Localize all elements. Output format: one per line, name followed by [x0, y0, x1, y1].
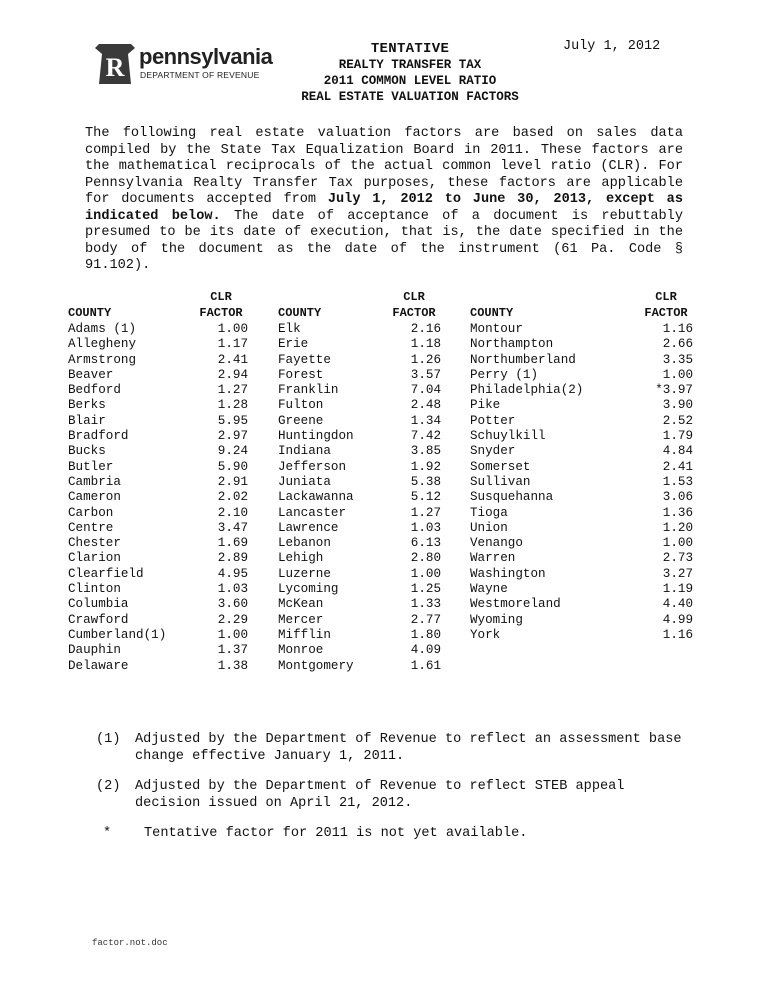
county-name: Bradford: [68, 429, 129, 444]
county-name: Bucks: [68, 444, 106, 459]
table-row: [278, 628, 441, 643]
table-row: [470, 322, 693, 337]
svg-text:R: R: [105, 53, 125, 82]
table-row: [278, 444, 441, 459]
clr-factor-value: 1.17: [217, 337, 248, 352]
clr-factor-value: 6.13: [410, 536, 441, 551]
table-row: [470, 444, 693, 459]
table-row: [68, 582, 248, 597]
logo-brand: pennsylvania: [139, 44, 273, 69]
footnote-2: [96, 779, 696, 812]
table-row: [470, 551, 693, 566]
table-row: [278, 582, 441, 597]
factor-column-2: [278, 290, 441, 674]
table-row: [278, 322, 441, 337]
table-row: [278, 414, 441, 429]
clr-factor-value: 1.25: [410, 582, 441, 597]
footnote-text: Adjusted by the Department of Revenue to reflect an assessment base change effective January 1, 2011.: [135, 732, 682, 764]
county-name: Wyoming: [470, 612, 523, 627]
county-name: Clearfield: [68, 566, 144, 581]
clr-factor-value: 2.97: [217, 429, 248, 444]
footnotes: [96, 732, 696, 857]
clr-factor-value: 1.20: [662, 520, 693, 535]
county-name: Adams (1): [68, 322, 137, 336]
clr-factor-value: 2.89: [217, 551, 248, 566]
county-name: Montour: [470, 322, 523, 336]
table-row: [470, 506, 693, 521]
clr-factor-value: 3.35: [662, 352, 693, 367]
county-name: Venango: [470, 536, 523, 551]
table-row: [470, 383, 693, 398]
table-row: [278, 398, 441, 413]
table-row: [68, 414, 248, 429]
county-name: Franklin: [278, 383, 339, 398]
county-name: Warren: [470, 551, 516, 566]
table-row: [68, 506, 248, 521]
clr-factor-value: 7.04: [410, 383, 441, 398]
clr-factor-value: 5.12: [410, 490, 441, 505]
clr-factor-value: 4.95: [217, 566, 248, 581]
factor-header: FACTOR: [199, 306, 243, 320]
table-row: [278, 643, 441, 658]
subtitle-3: REAL ESTATE VALUATION FACTORS: [301, 90, 519, 104]
county-name: York: [470, 627, 501, 642]
clr-factor-value: 4.09: [410, 643, 441, 658]
table-row: [278, 460, 441, 475]
table-row: [470, 398, 693, 413]
table-row: [278, 551, 441, 566]
clr-factor-value: 4.99: [662, 612, 693, 627]
county-name: Columbia: [68, 597, 129, 612]
county-name: Butler: [68, 459, 114, 474]
clr-factor-value: 3.90: [662, 398, 693, 413]
county-name: Blair: [68, 413, 106, 428]
clr-factor-value: 2.10: [217, 505, 248, 520]
footnote-star: [96, 826, 696, 843]
county-name: Potter: [470, 413, 516, 428]
table-row: [470, 353, 693, 368]
clr-factor-value: 1.34: [410, 413, 441, 428]
clr-factor-value: 2.16: [410, 322, 441, 336]
clr-factor-value: 2.02: [217, 490, 248, 505]
clr-factor-value: 1.27: [410, 505, 441, 520]
document-date: July 1, 2012: [563, 39, 661, 54]
county-name: Huntingdon: [278, 429, 354, 444]
county-name: Cambria: [68, 474, 121, 489]
footnote-text: Tentative factor for 2011 is not yet available.: [144, 826, 528, 841]
clr-factor-value: 1.79: [662, 429, 693, 444]
subtitle-2: 2011 COMMON LEVEL RATIO: [323, 74, 497, 88]
county-name: Luzerne: [278, 566, 331, 581]
county-name: Armstrong: [68, 352, 137, 367]
county-header: COUNTY: [68, 306, 112, 320]
table-row: [68, 613, 248, 628]
table-row: [470, 460, 693, 475]
county-name: Sullivan: [470, 474, 531, 489]
intro-text-1: The following real estate valuation factors are based on sales data compiled by the State Tax Equalization Board in 2011. These factors are the mathematical reciprocals of the actual common level ratio (CLR). For Pennsylvania Realty Transfer Tax purposes, these factors are applicable for documents accepted from: [85, 126, 683, 207]
clr-factor-value: *3.97: [655, 383, 693, 398]
table-row: [470, 628, 693, 643]
table-row: [278, 613, 441, 628]
county-name: Monroe: [278, 643, 324, 658]
table-row: [68, 368, 248, 383]
table-row: [278, 490, 441, 505]
clr-factor-value: 9.24: [217, 444, 248, 459]
clr-factor-value: 1.16: [662, 627, 693, 642]
county-name: Jefferson: [278, 459, 347, 474]
county-name: Pike: [470, 398, 501, 413]
clr-factor-value: 5.95: [217, 413, 248, 428]
column-header: [470, 290, 693, 322]
county-name: Allegheny: [68, 337, 137, 352]
table-row: [68, 643, 248, 658]
county-name: Philadelphia(2): [470, 383, 584, 398]
county-name: McKean: [278, 597, 324, 612]
county-name: Wayne: [470, 582, 508, 597]
county-name: Berks: [68, 398, 106, 413]
county-name: Lancaster: [278, 505, 347, 520]
clr-factor-value: 1.27: [217, 383, 248, 398]
clr-factor-value: 1.69: [217, 536, 248, 551]
table-row: [68, 536, 248, 551]
clr-factor-value: 1.00: [410, 566, 441, 581]
clr-factor-value: 1.92: [410, 459, 441, 474]
table-row: [470, 597, 693, 612]
clr-factor-value: 1.26: [410, 352, 441, 367]
table-row: [68, 383, 248, 398]
clr-factor-value: 2.80: [410, 551, 441, 566]
clr-factor-value: 4.40: [662, 597, 693, 612]
county-name: Montgomery: [278, 658, 354, 673]
county-name: Tioga: [470, 505, 508, 520]
title: TENTATIVE: [370, 41, 450, 57]
factor-column-1: [68, 290, 248, 674]
table-row: [68, 460, 248, 475]
clr-factor-value: 2.94: [217, 367, 248, 382]
table-row: [278, 368, 441, 383]
county-name: Bedford: [68, 383, 121, 398]
clr-factor-value: 3.85: [410, 444, 441, 459]
county-name: Beaver: [68, 367, 114, 382]
clr-factor-value: 1.36: [662, 505, 693, 520]
clr-factor-value: 1.61: [410, 658, 441, 673]
table-row: [470, 582, 693, 597]
table-row: [68, 353, 248, 368]
factor-header: FACTOR: [392, 306, 436, 320]
clr-factor-value: 1.00: [217, 627, 248, 642]
table-row: [470, 475, 693, 490]
table-row: [278, 597, 441, 612]
county-name: Lawrence: [278, 520, 339, 535]
county-name: Delaware: [68, 658, 129, 673]
table-row: [68, 597, 248, 612]
county-name: Juniata: [278, 474, 331, 489]
clr-factor-value: 1.18: [410, 337, 441, 352]
county-name: Clarion: [68, 551, 121, 566]
logo-dept: DEPARTMENT OF REVENUE: [140, 70, 260, 80]
table-row: [470, 429, 693, 444]
clr-factor-value: 1.03: [410, 520, 441, 535]
clr-factor-value: 3.06: [662, 490, 693, 505]
county-name: Indiana: [278, 444, 331, 459]
county-name: Lycoming: [278, 582, 339, 597]
table-row: [470, 613, 693, 628]
table-row: [68, 475, 248, 490]
clr-factor-value: 7.42: [410, 429, 441, 444]
table-row: [470, 414, 693, 429]
table-row: [68, 322, 248, 337]
county-name: Centre: [68, 520, 114, 535]
intro-bold-text: July 1, 2012 to June 30, 2013, except as indicated below.: [85, 192, 683, 224]
clr-header: CLR: [403, 290, 425, 304]
table-row: [68, 398, 248, 413]
county-name: Mifflin: [278, 627, 331, 642]
county-name: Greene: [278, 413, 324, 428]
county-header: COUNTY: [470, 306, 514, 320]
county-name: Northumberland: [470, 352, 576, 367]
table-row: [470, 490, 693, 505]
county-name: Lebanon: [278, 536, 331, 551]
clr-factor-value: 2.41: [217, 352, 248, 367]
column-header: [278, 290, 441, 322]
clr-factor-value: 1.33: [410, 597, 441, 612]
county-name: Crawford: [68, 612, 129, 627]
county-name: Erie: [278, 337, 309, 352]
clr-factor-value: 1.37: [217, 643, 248, 658]
clr-factor-value: 1.03: [217, 582, 248, 597]
factor-column-3: [470, 290, 693, 643]
clr-factor-value: 2.73: [662, 551, 693, 566]
county-name: Somerset: [470, 459, 531, 474]
clr-factor-value: 1.00: [217, 322, 248, 336]
title-block: [230, 41, 590, 105]
county-name: Westmoreland: [470, 597, 561, 612]
clr-factor-value: 2.29: [217, 612, 248, 627]
clr-factor-value: 2.91: [217, 474, 248, 489]
county-name: Perry (1): [470, 367, 539, 382]
clr-factor-value: 5.90: [217, 459, 248, 474]
clr-factor-value: 2.66: [662, 337, 693, 352]
table-row: [278, 536, 441, 551]
clr-factor-value: 3.27: [662, 566, 693, 581]
table-row: [470, 337, 693, 352]
county-header: COUNTY: [278, 306, 322, 320]
table-row: [278, 521, 441, 536]
county-name: Union: [470, 520, 508, 535]
clr-factor-value: 3.60: [217, 597, 248, 612]
table-row: [470, 567, 693, 582]
clr-factor-value: 1.16: [662, 322, 693, 336]
county-name: Cumberland(1): [68, 627, 167, 642]
intro-text-2: The date of acceptance of a document is rebuttably presumed to be its date of execution, that is, the date specified in the body of the document as the date of the instrument (61 Pa. Code § 91.102).: [85, 208, 683, 273]
county-name: Chester: [68, 536, 121, 551]
table-row: [278, 353, 441, 368]
county-name: Carbon: [68, 505, 114, 520]
keystone-icon: [95, 42, 135, 86]
clr-factor-value: 3.57: [410, 367, 441, 382]
county-name: Forest: [278, 367, 324, 382]
clr-header: CLR: [210, 290, 232, 304]
footnote-text: Adjusted by the Department of Revenue to reflect STEB appeal decision issued on April 21, 2012.: [135, 779, 625, 811]
table-row: [68, 444, 248, 459]
clr-factor-value: 4.84: [662, 444, 693, 459]
footnote-marker: (1): [96, 732, 121, 747]
table-row: [68, 337, 248, 352]
intro-paragraph: [85, 126, 683, 275]
table-row: [68, 628, 248, 643]
clr-factor-value: 1.28: [217, 398, 248, 413]
clr-factor-value: 1.38: [217, 658, 248, 673]
county-name: Clinton: [68, 582, 121, 597]
county-name: Washington: [470, 566, 546, 581]
table-row: [278, 337, 441, 352]
county-name: Lackawanna: [278, 490, 354, 505]
table-row: [68, 567, 248, 582]
clr-factor-value: 2.77: [410, 612, 441, 627]
factor-header: FACTOR: [644, 306, 688, 320]
table-row: [68, 551, 248, 566]
clr-factor-value: 5.38: [410, 474, 441, 489]
county-name: Fayette: [278, 352, 331, 367]
table-row: [278, 567, 441, 582]
table-row: [68, 521, 248, 536]
clr-factor-value: 1.80: [410, 627, 441, 642]
table-row: [278, 659, 441, 674]
county-name: Fulton: [278, 398, 324, 413]
county-name: Susquehanna: [470, 490, 554, 505]
table-row: [278, 383, 441, 398]
clr-factor-value: 1.00: [662, 367, 693, 382]
table-row: [470, 521, 693, 536]
clr-factor-value: 2.41: [662, 459, 693, 474]
county-name: Northampton: [470, 337, 554, 352]
clr-factor-value: 2.52: [662, 413, 693, 428]
clr-factor-value: 3.47: [217, 520, 248, 535]
clr-factor-value: 1.19: [662, 582, 693, 597]
table-row: [68, 659, 248, 674]
clr-header: CLR: [655, 290, 677, 304]
table-row: [470, 368, 693, 383]
subtitle-1: REALTY TRANSFER TAX: [338, 58, 482, 72]
table-row: [68, 429, 248, 444]
table-row: [470, 536, 693, 551]
county-name: Schuylkill: [470, 429, 546, 444]
county-name: Cameron: [68, 490, 121, 505]
table-row: [278, 429, 441, 444]
county-name: Lehigh: [278, 551, 324, 566]
clr-factor-value: 1.53: [662, 474, 693, 489]
county-name: Snyder: [470, 444, 516, 459]
file-name-footer: factor.not.doc: [92, 938, 168, 948]
column-header: [68, 290, 248, 322]
table-row: [68, 490, 248, 505]
county-name: Elk: [278, 322, 301, 336]
footnote-marker: (2): [96, 779, 121, 794]
table-row: [278, 475, 441, 490]
clr-factor-value: 2.48: [410, 398, 441, 413]
county-name: Dauphin: [68, 643, 121, 658]
county-name: Mercer: [278, 612, 324, 627]
footnote-marker: *: [103, 826, 112, 841]
table-row: [278, 506, 441, 521]
footnote-1: [96, 732, 696, 765]
clr-factor-value: 1.00: [662, 536, 693, 551]
